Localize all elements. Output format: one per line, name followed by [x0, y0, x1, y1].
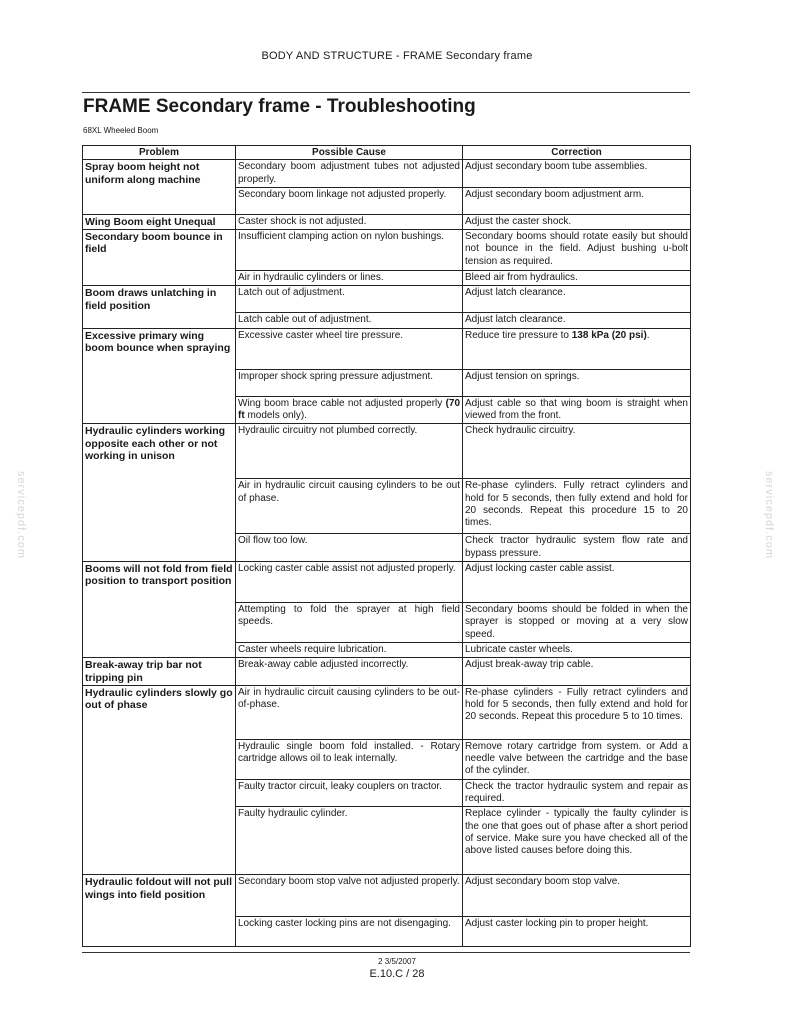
- correction-text: Reduce tire pressure to: [465, 329, 569, 341]
- cause-text: Hydraulic circuitry not plumbed correctly.: [238, 425, 418, 437]
- correction-text: Replace cylinder - typically the faulty cylinder is the one that goes out of phase after a short period of service. Make sure you have checked all of the above listed causes before doing this.: [465, 808, 688, 857]
- correction-text: Re-phase cylinders - Fully retract cylinders and hold for 5 seconds, then fully extend and hold for 20 seconds. Repeat this procedure 5 to 10 times.: [465, 686, 688, 723]
- problem-cell: Excessive primary wing boom bounce when spraying: [83, 328, 236, 424]
- cause-cell: [236, 739, 463, 779]
- cause-cell: [236, 561, 463, 602]
- correction-text: Adjust locking caster cable assist.: [465, 562, 615, 574]
- cause-text: Hydraulic single boom fold installed. - Rotary cartridge allows oil to leak internally.: [238, 740, 460, 765]
- cause-text: Latch out of adjustment.: [238, 287, 345, 299]
- correction-text: Adjust the caster shock.: [465, 215, 572, 227]
- correction-text: Adjust caster locking pin to proper height.: [465, 918, 649, 930]
- footer-rule: [82, 952, 690, 953]
- correction-text: Secondary booms should be folded in when the sprayer is stopped or moving at a very slow speed.: [465, 603, 688, 640]
- correction-text: Adjust secondary boom tube assemblies.: [465, 161, 648, 173]
- correction-cell: [463, 642, 691, 657]
- cause-text: Insufficient clamping action on nylon bushings.: [238, 231, 445, 243]
- correction-text: Check tractor hydraulic system flow rate and bypass pressure.: [465, 535, 688, 559]
- cause-text: Latch cable out of adjustment.: [238, 314, 372, 326]
- column-header-cause: Possible Cause: [236, 146, 463, 160]
- running-header: BODY AND STRUCTURE - FRAME Secondary frame: [261, 50, 533, 62]
- problem-cell: Hydraulic cylinders working opposite each other or not working in unison: [83, 424, 236, 562]
- cause-text: Air in hydraulic circuit causing cylinders to be out of phase.: [238, 480, 460, 504]
- correction-cell: [463, 534, 691, 562]
- cause-text: Excessive caster wheel tire pressure.: [238, 329, 404, 341]
- cause-cell: [236, 424, 463, 479]
- page-number: E.10.C / 28: [369, 968, 425, 980]
- table-body: [83, 160, 691, 947]
- table-row: [83, 286, 691, 313]
- correction-text: Bleed air from hydraulics.: [465, 272, 578, 284]
- cause-text: Locking caster cable assist not adjusted properly.: [238, 562, 456, 574]
- correction-cell: [463, 214, 691, 229]
- correction-cell: [463, 328, 691, 369]
- cause-cell: [236, 313, 463, 328]
- correction-text: Check the tractor hydraulic system and repair as required.: [465, 780, 688, 805]
- table-row: [83, 160, 691, 188]
- table-header-row: [83, 146, 691, 160]
- correction-text: Re-phase cylinders. Fully retract cylinders and hold for 5 seconds, then fully extend and hold for 20 seconds. Repeat this procedure 15 to 20 times.: [465, 480, 688, 529]
- table-row: [83, 424, 691, 479]
- watermark-left: servicepdf.com: [15, 471, 27, 559]
- table-row: [83, 230, 691, 271]
- problem-cell: Hydraulic foldout will not pull wings into field position: [83, 875, 236, 947]
- cause-text: Air in hydraulic cylinders or lines.: [238, 272, 384, 284]
- cause-cell: [236, 479, 463, 534]
- cause-cell: [236, 917, 463, 947]
- cause-text: Air in hydraulic circuit causing cylinders to be out-of-phase.: [238, 686, 460, 711]
- cause-text: Locking caster locking pins are not disengaging.: [238, 918, 451, 930]
- cause-text: Improper shock spring pressure adjustment.: [238, 370, 434, 382]
- correction-cell: [463, 685, 691, 739]
- correction-cell: [463, 658, 691, 686]
- cause-text-tail: models only).: [247, 410, 307, 422]
- problem-cell: Break-away trip bar not tripping pin: [83, 658, 236, 686]
- footer-date: 2 3/5/2007: [378, 957, 416, 966]
- table-row: [83, 214, 691, 229]
- problem-cell: Spray boom height not uniform along machine: [83, 160, 236, 215]
- cause-cell: [236, 602, 463, 642]
- correction-cell: [463, 230, 691, 271]
- correction-text: Adjust tension on springs.: [465, 370, 580, 382]
- cause-cell: [236, 160, 463, 188]
- cause-text: Secondary boom linkage not adjusted properly.: [238, 188, 447, 200]
- cause-cell: [236, 779, 463, 807]
- problem-cell: Hydraulic cylinders slowly go out of phase: [83, 685, 236, 875]
- table-row: [83, 561, 691, 602]
- correction-cell: [463, 369, 691, 396]
- table-row: [83, 685, 691, 739]
- correction-cell: [463, 917, 691, 947]
- table-row: [83, 875, 691, 917]
- correction-cell: [463, 875, 691, 917]
- cause-text: Break-away cable adjusted incorrectly.: [238, 659, 409, 671]
- correction-cell: [463, 561, 691, 602]
- cause-cell: [236, 807, 463, 875]
- correction-text: Lubricate caster wheels.: [465, 643, 573, 655]
- cause-text: Oil flow too low.: [238, 535, 308, 547]
- correction-text: Remove rotary cartridge from system. or Add a needle valve between the cartridge and the base of the cylinder.: [465, 740, 688, 777]
- table-row: [83, 658, 691, 686]
- cause-text: Caster wheels require lubrication.: [238, 643, 387, 655]
- table-row: [83, 328, 691, 369]
- correction-text: Adjust latch clearance.: [465, 314, 566, 326]
- cause-cell: [236, 396, 463, 424]
- cause-cell: [236, 271, 463, 286]
- cause-cell: [236, 685, 463, 739]
- cause-cell: [236, 230, 463, 271]
- cause-cell: [236, 214, 463, 229]
- correction-cell: [463, 396, 691, 424]
- correction-cell: [463, 807, 691, 875]
- cause-text: Faulty tractor circuit, leaky couplers on tractor.: [238, 780, 442, 792]
- correction-text: Adjust secondary boom adjustment arm.: [465, 188, 644, 200]
- correction-cell: [463, 479, 691, 534]
- cause-cell: [236, 328, 463, 369]
- model-subtitle: 68XL Wheeled Boom: [83, 126, 159, 135]
- cause-text: Secondary boom adjustment tubes not adjusted properly.: [238, 161, 460, 185]
- correction-text: Secondary booms should rotate easily but should not bounce in the field. Adjust bushing u-bolt tension as required.: [465, 231, 688, 267]
- cause-cell: [236, 658, 463, 686]
- cause-text: Attempting to fold the sprayer at high field speeds.: [238, 603, 460, 628]
- troubleshooting-table: [82, 145, 691, 947]
- watermark-right: servicepdf.com: [763, 471, 775, 559]
- correction-text: Adjust break-away trip cable.: [465, 659, 594, 671]
- problem-cell: Booms will not fold from field position to transport position: [83, 561, 236, 657]
- correction-text: Check hydraulic circuitry.: [465, 425, 576, 437]
- header-rule: [82, 92, 690, 93]
- correction-cell: [463, 602, 691, 642]
- cause-cell: [236, 187, 463, 214]
- correction-emphasis: 138 kPa (20 psi): [571, 329, 647, 341]
- problem-cell: Boom draws unlatching in field position: [83, 286, 236, 328]
- correction-cell: [463, 313, 691, 328]
- column-header-correction: Correction: [463, 146, 691, 160]
- cause-cell: [236, 642, 463, 657]
- cause-text: Secondary boom stop valve not adjusted properly.: [238, 876, 460, 888]
- cause-cell: [236, 534, 463, 562]
- correction-cell: [463, 187, 691, 214]
- problem-cell: Wing Boom eight Unequal: [83, 214, 236, 229]
- correction-cell: [463, 779, 691, 807]
- correction-cell: [463, 424, 691, 479]
- cause-text: Wing boom brace cable not adjusted properly: [238, 397, 443, 409]
- correction-cell: [463, 271, 691, 286]
- correction-text: Adjust cable so that wing boom is straight when viewed from the front.: [465, 397, 688, 422]
- cause-emphasis: (70 ft: [238, 397, 461, 422]
- correction-text-tail: .: [646, 329, 650, 341]
- problem-cell: Secondary boom bounce in field: [83, 230, 236, 286]
- cause-cell: [236, 875, 463, 917]
- cause-cell: [236, 369, 463, 396]
- page-title: FRAME Secondary frame - Troubleshooting: [83, 96, 476, 117]
- cause-text: Faulty hydraulic cylinder.: [238, 808, 348, 820]
- correction-text: Adjust latch clearance.: [465, 287, 566, 299]
- correction-cell: [463, 739, 691, 779]
- column-header-problem: Problem: [83, 146, 236, 160]
- cause-cell: [236, 286, 463, 313]
- correction-cell: [463, 286, 691, 313]
- correction-cell: [463, 160, 691, 188]
- cause-text: Caster shock is not adjusted.: [238, 215, 367, 227]
- correction-text: Adjust secondary boom stop valve.: [465, 876, 621, 888]
